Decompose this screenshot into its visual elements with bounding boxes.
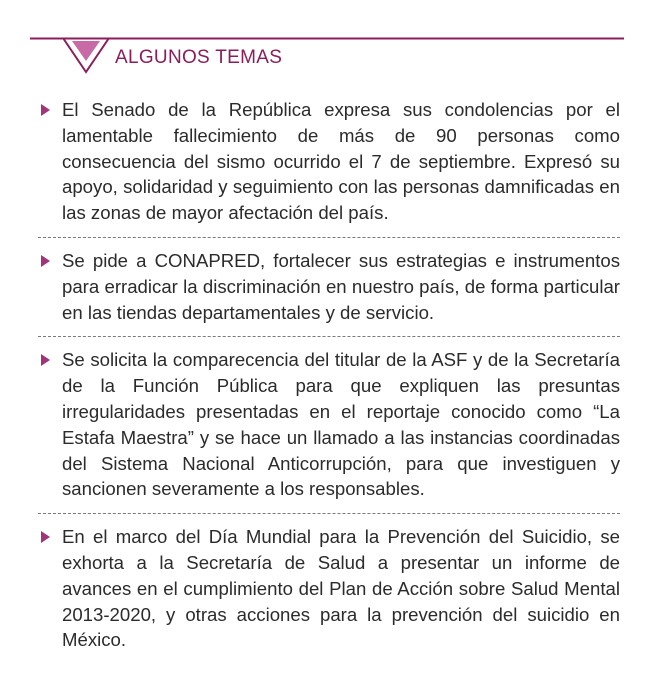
topic-item (38, 248, 620, 325)
section-header (0, 0, 656, 80)
dashed-divider (38, 336, 620, 337)
topic-text: Se solicita la comparecencia del titular de la ASF y de la Secretaría de la Función Pública para que expliquen las presuntas irregularidades presentadas en el reportaje conocido como “La Estafa Maestra” y se hace un llamado a las instancias coordinadas del Sistema Nacional Anticorrupción, para que investiguen y sancionen severamente a los responsables. (62, 349, 620, 500)
topic-item (38, 524, 620, 653)
topic-text: Se pide a CONAPRED, fortalecer sus estrategias e instrumentos para erradicar la discriminación en nuestro país, de forma particular en las tiendas departamentales y de servicio. (62, 249, 620, 323)
dashed-divider (38, 513, 620, 514)
triangle-right-icon (41, 531, 50, 543)
topics-list (38, 97, 620, 653)
topic-text: El Senado de la República expresa sus condolencias por el lamentable fallecimiento de más de 90 personas como consecuencia del sismo ocurrido el 7 de septiembre. Expresó su apoyo, solidaridad y seguimiento con las personas damnificadas en las zonas de mayor afectación del país. (62, 99, 620, 224)
header-decoration (0, 0, 656, 80)
topic-item (38, 347, 620, 502)
triangle-right-icon (41, 104, 50, 116)
topic-item (38, 97, 620, 226)
triangle-right-icon (41, 255, 50, 267)
triangle-right-icon (41, 354, 50, 366)
dashed-divider (38, 237, 620, 238)
section-title: ALGUNOS TEMAS (115, 47, 283, 68)
topic-text: En el marco del Día Mundial para la Prevención del Suicidio, se exhorta a la Secretaría de Salud a presentar un informe de avances en el cumplimiento del Plan de Acción sobre Salud Mental 2013-2020, y otras acciones para la prevención del suicidio en México. (62, 526, 620, 651)
